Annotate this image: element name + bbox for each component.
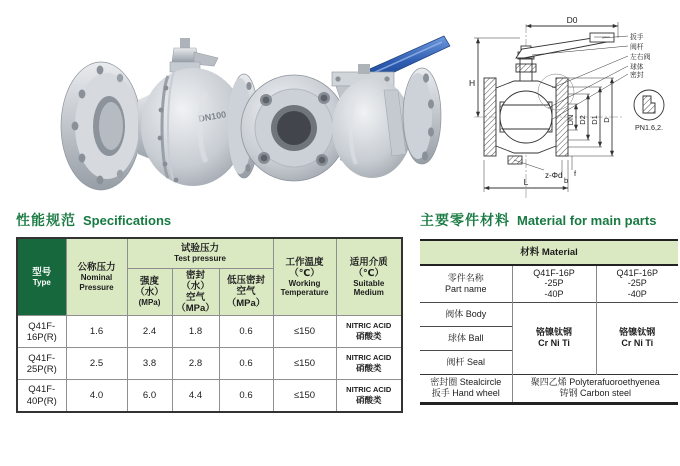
spec-cell-type: Q41F-25P(R) <box>17 348 66 380</box>
col-header-part-zh: 零件名称 <box>447 272 484 283</box>
dim-d-label: D <box>602 117 611 123</box>
model2-line1: Q41F-16P <box>616 267 659 278</box>
spec-cell-seal: 1.8 <box>172 316 219 348</box>
part-row-ball: 球体 Ball <box>420 326 512 350</box>
materials-table <box>420 239 678 405</box>
col-header-low-pressure-seal-air <box>219 268 273 316</box>
material-value-1-zh: 铬镍钛钢 <box>535 327 572 338</box>
spec-cell-temp: ≤150 <box>273 380 336 412</box>
col-header-s1-l1: 强度（水） <box>135 275 164 299</box>
valve2-left-flange <box>241 75 347 181</box>
spec-row-q41f-25p <box>17 348 402 380</box>
spec-cell-medium <box>336 380 402 412</box>
spec-cell-type: Q41F-40P(R) <box>17 380 66 412</box>
part-row-sealcircle-handwheel <box>420 374 512 403</box>
col-header-type <box>17 238 66 316</box>
col-header-seal-water-air <box>172 268 219 316</box>
spec-cell-strength: 2.4 <box>127 316 172 348</box>
material-value-last <box>512 374 678 403</box>
spec-cell-low: 0.6 <box>219 380 273 412</box>
col-header-work-en1: Working <box>288 278 321 288</box>
col-header-s3-l1: 低压密封 <box>226 275 265 287</box>
dim-zphid-label: z-Φd <box>545 171 563 180</box>
col-header-med-en1: Suitable <box>353 278 385 288</box>
last-part-line2: 扳手 Hand wheel <box>431 388 500 398</box>
part-label-body-halves: 左右阀 <box>630 54 651 61</box>
spec-cell-seal: 4.4 <box>172 380 219 412</box>
spec-cell-nominal: 4.0 <box>66 380 127 412</box>
specifications-table <box>16 237 403 413</box>
part-label-handle: 扳手 <box>630 34 644 41</box>
material-value-1 <box>512 302 596 374</box>
materials-table-header: 材料 Material <box>420 240 678 265</box>
spec-cell-nominal: 2.5 <box>66 348 127 380</box>
spec-cell-low: 0.6 <box>219 348 273 380</box>
spec-cell-nominal: 1.6 <box>66 316 127 348</box>
col-header-model-1 <box>512 265 596 302</box>
specifications-heading <box>16 210 171 230</box>
dim-dn-label: DN <box>566 114 575 126</box>
spec-cell-seal: 2.8 <box>172 348 219 380</box>
col-header-strength-water <box>127 268 172 316</box>
spec-cell-medium <box>336 348 402 380</box>
last-value-line2: 铸钢 Carbon steel <box>559 388 632 398</box>
spec-cell-low: 0.6 <box>219 316 273 348</box>
model1-line2: -25P <box>544 278 564 289</box>
materials-heading <box>420 210 656 230</box>
materials-heading-en: Material for main parts <box>517 213 657 228</box>
part-label-stem: 阀杆 <box>630 44 644 51</box>
spec-cell-medium-en: NITRIC ACID <box>346 385 392 395</box>
model2-line2: -25P <box>627 278 647 289</box>
spec-cell-medium <box>336 316 402 348</box>
part-label-seal: 密封 <box>630 72 644 79</box>
dim-h-label: H <box>469 78 476 88</box>
spec-cell-medium-zh: 硝酸类 <box>355 394 382 405</box>
col-header-med-zh: 适用介质（℃） <box>349 256 388 279</box>
material-value-2-en: Cr Ni Ti <box>621 338 654 348</box>
col-header-test-pressure <box>127 238 273 268</box>
part-row-body: 阀体 Body <box>420 302 512 326</box>
dim-b-label: b <box>564 176 569 185</box>
spec-cell-medium-zh: 硝酸类 <box>355 363 382 374</box>
col-header-s1-l2: (MPa) <box>138 298 161 308</box>
spec-cell-type: Q41F-16P(R) <box>17 316 66 348</box>
part-row-stem-seal: 阀杆 Seal <box>420 350 512 374</box>
col-header-nominal-zh: 公称压力 <box>77 262 116 274</box>
col-header-model-2 <box>596 265 678 302</box>
valve2-body <box>332 78 412 178</box>
material-value-2 <box>596 302 678 374</box>
valve-photo-blue-handle <box>236 8 456 202</box>
specifications-heading-zh: 性能规范 <box>16 212 76 228</box>
model2-line3: -40P <box>627 289 647 300</box>
col-header-med-en2: Medium <box>353 288 384 298</box>
col-header-type-zh: 型号 <box>32 266 52 278</box>
valve-photo-flanged-grey <box>56 14 258 202</box>
spec-cell-strength: 6.0 <box>127 380 172 412</box>
valve1-left-flange <box>61 62 141 190</box>
col-header-nominal-en2: Pressure <box>79 282 114 292</box>
spec-cell-medium-en: NITRIC ACID <box>346 353 392 363</box>
valve1-cast-marking: DN100 <box>197 109 227 124</box>
col-header-working-temperature <box>273 238 336 316</box>
valve-section-diagram <box>452 8 680 206</box>
spec-cell-strength: 3.8 <box>127 348 172 380</box>
dim-d2-label: D2 <box>578 115 587 125</box>
detail-pn-label: PN1.6,2. <box>635 123 663 132</box>
dim-d0-label: D0 <box>566 15 578 25</box>
material-value-2-zh: 铬镍钛钢 <box>619 327 656 338</box>
model1-line1: Q41F-16P <box>533 267 575 278</box>
col-header-nominal-en1: Nominal <box>80 273 113 283</box>
col-header-part-en: Part name <box>444 283 487 294</box>
col-header-s3-l2: 空气（MPa） <box>226 286 266 309</box>
spec-row-q41f-16p <box>17 316 402 348</box>
dim-f-label: f <box>574 169 577 178</box>
last-part-line1: 密封圈 Stealcircle <box>430 377 502 388</box>
col-header-test-zh: 试验压力 <box>180 242 219 254</box>
model1-line3: -40P <box>544 289 564 300</box>
spec-cell-temp: ≤150 <box>273 316 336 348</box>
valve2-right-flange <box>403 68 441 164</box>
spec-row-q41f-40p <box>17 380 402 412</box>
col-header-work-en2: Temperature <box>280 288 329 298</box>
col-header-nominal-pressure <box>66 238 127 316</box>
dim-d1-label: D1 <box>590 115 599 125</box>
col-header-test-en: Test pressure <box>174 254 226 264</box>
spec-cell-medium-en: NITRIC ACID <box>346 321 392 331</box>
specifications-heading-en: Specifications <box>83 213 172 228</box>
part-label-ball: 球体 <box>630 64 644 71</box>
col-header-part-name <box>420 265 512 302</box>
col-header-s2-l1: 密封（水） <box>181 269 210 292</box>
col-header-type-en: Type <box>32 278 51 288</box>
dim-l-label: L <box>523 177 529 187</box>
spec-cell-temp: ≤150 <box>273 348 336 380</box>
col-header-s2-l2: 空气（MPa） <box>176 291 215 315</box>
material-value-1-en: Cr Ni Ti <box>538 338 570 348</box>
materials-heading-zh: 主要零件材料 <box>420 212 510 228</box>
col-header-suitable-medium <box>336 238 402 316</box>
last-value-line1: 聚四乙烯 Polyterafuoroethyenea <box>530 377 660 388</box>
spec-cell-medium-zh: 硝酸类 <box>355 331 382 342</box>
col-header-work-zh: 工作温度（℃） <box>285 256 324 279</box>
